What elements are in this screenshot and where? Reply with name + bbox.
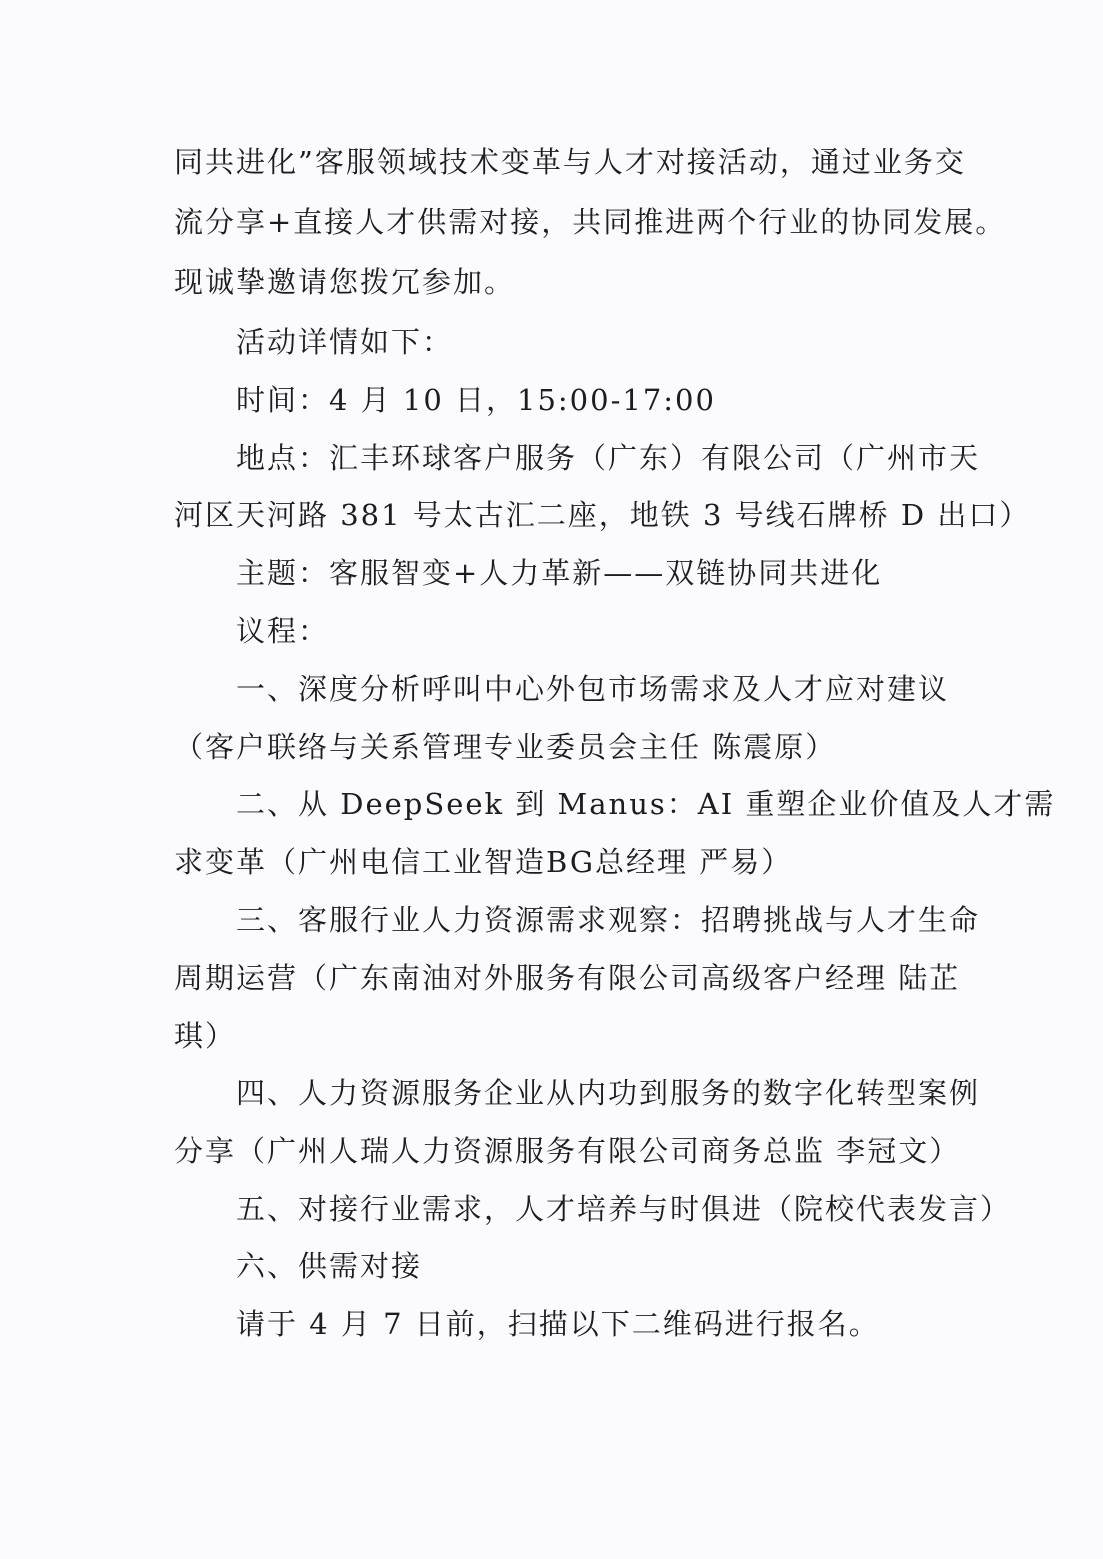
agenda-item-2-line-2: 求变革（广州电信工业智造BG总经理 严易） bbox=[174, 845, 793, 879]
agenda-heading: 议程： bbox=[236, 614, 330, 648]
agenda-item-1-line-1: 一、深度分析呼叫中心外包市场需求及人才应对建议 bbox=[236, 672, 950, 706]
body-line-3: 现诚挚邀请您拨冗参加。 bbox=[174, 265, 516, 299]
time-line: 时间：4 月 10 日，15:00-17:00 bbox=[236, 383, 716, 417]
agenda-item-4-line-2: 分享（广州人瑞人力资源服务有限公司商务总监 李冠文） bbox=[174, 1134, 961, 1168]
agenda-item-5: 五、对接行业需求，人才培养与时俱进（院校代表发言） bbox=[236, 1192, 1012, 1226]
details-heading: 活动详情如下： bbox=[236, 325, 454, 359]
agenda-item-2-line-1: 二、从 DeepSeek 到 Manus：AI 重塑企业价值及人才需 bbox=[236, 787, 1056, 821]
body-line-1: 同共进化”客服领域技术变革与人才对接活动，通过业务交 bbox=[174, 145, 966, 179]
agenda-item-3-line-2: 周期运营（广东南油对外服务有限公司高级客户经理 陆芷 bbox=[174, 961, 961, 995]
agenda-item-4-line-1: 四、人力资源服务企业从内功到服务的数字化转型案例 bbox=[236, 1076, 981, 1110]
location-line-2: 河区天河路 381 号太古汇二座，地铁 3 号线石牌桥 D 出口） bbox=[174, 498, 1031, 532]
location-line-1: 地点：汇丰环球客户服务（广东）有限公司（广州市天 bbox=[236, 441, 981, 475]
agenda-item-1-line-2: （客户联络与关系管理专业委员会主任 陈震原） bbox=[174, 730, 837, 764]
registration-note: 请于 4 月 7 日前，扫描以下二维码进行报名。 bbox=[236, 1307, 880, 1341]
theme-line: 主题：客服智变+人力革新——双链协同共进化 bbox=[236, 556, 883, 590]
agenda-item-3-line-3: 琪） bbox=[174, 1019, 237, 1053]
agenda-item-6: 六、供需对接 bbox=[236, 1249, 423, 1283]
agenda-item-3-line-1: 三、客服行业人力资源需求观察：招聘挑战与人才生命 bbox=[236, 903, 981, 937]
body-line-2: 流分享+直接人才供需对接，共同推进两个行业的协同发展。 bbox=[174, 205, 1007, 239]
